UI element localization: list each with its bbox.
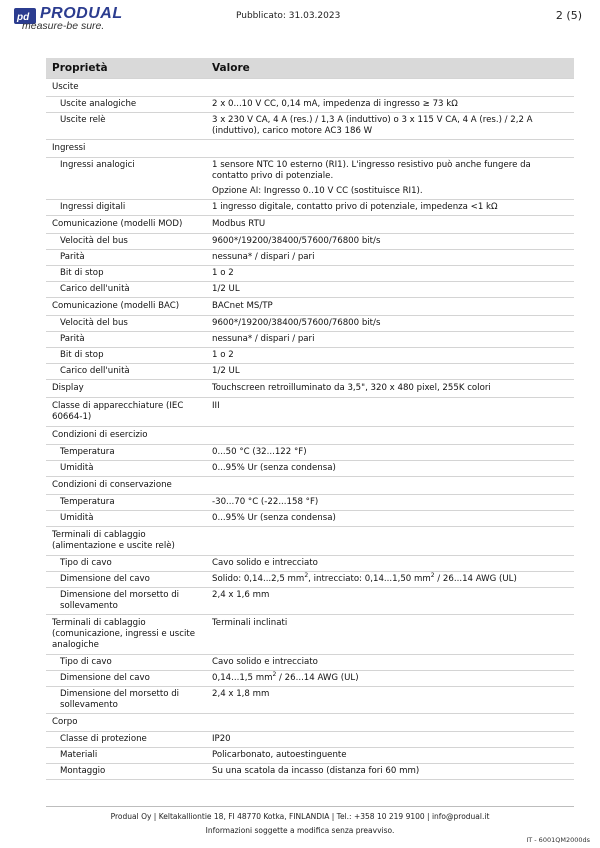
value-text: 0,14...1,5 $mm^2 / 26...14$ AWG (UL) — [212, 671, 359, 683]
value-text: III — [212, 401, 220, 411]
table-row — [46, 427, 574, 445]
property-label: Umidità — [60, 463, 94, 473]
value-text: Terminali inclinati — [212, 618, 288, 628]
property-value — [206, 332, 574, 348]
section-label: Corpo — [52, 717, 78, 727]
property-label: Temperatura — [60, 447, 115, 457]
page-header — [0, 0, 600, 44]
table-row — [46, 266, 574, 282]
property-value — [206, 477, 574, 495]
value-text: 9600*/19200/38400/57600/76800 bit/s — [212, 318, 381, 328]
property-value — [206, 97, 574, 113]
table-header-row — [46, 58, 574, 79]
value-text: 3 x 230 V CA, 4 A (res.) / 1,3 A (induttivo) o 3 x 115 V CA, 4 A (res.) / 2,2 A (induttivo), carico motore AC3 186 W — [212, 115, 533, 136]
table-row — [46, 572, 574, 588]
table-row — [46, 234, 574, 250]
property-value — [206, 764, 574, 780]
value-text: nessuna* / dispari / pari — [212, 334, 315, 344]
property-value — [206, 687, 574, 714]
section-label: Condizioni di conservazione — [52, 480, 172, 490]
value-text: Solido: 0,14...2,5 $mm^2$, intrecciato: 0,14...1,50 $mm^2 / 26...14$ AWG (UL) — [212, 572, 517, 584]
document-code: IT - 6001QM2000ds — [526, 836, 590, 844]
property-label: Umidità — [60, 513, 94, 523]
page-number: 2 (5) — [555, 9, 582, 22]
property-value — [206, 588, 574, 615]
property-value — [206, 556, 574, 572]
table-row — [46, 364, 574, 380]
value-text: Modbus RTU — [212, 219, 266, 229]
property-value — [206, 250, 574, 266]
property-label: Carico dell'unità — [60, 284, 130, 294]
property-value — [206, 158, 574, 200]
property-value — [206, 511, 574, 527]
section-label: Comunicazione (modelli MOD) — [52, 219, 183, 229]
property-value — [206, 572, 574, 588]
property-label: Velocità del bus — [60, 318, 128, 328]
table-row — [46, 250, 574, 266]
property-value — [206, 671, 574, 687]
property-label: Uscite analogiche — [60, 99, 137, 109]
table-body — [46, 79, 574, 780]
property-value — [206, 316, 574, 332]
section-label: Display — [52, 383, 84, 393]
value-text: IP20 — [212, 734, 231, 744]
table-row — [46, 461, 574, 477]
property-value — [206, 445, 574, 461]
property-label: Parità — [60, 334, 85, 344]
section-label: Condizioni di esercizio — [52, 430, 148, 440]
property-label: Montaggio — [60, 766, 106, 776]
property-value — [206, 234, 574, 250]
footer-address: Produal Oy | Keltakalliontie 18, FI 48770 Kotka, FINLANDIA | Tel.: +358 10 219 9100 | info@produal.it — [110, 812, 490, 821]
property-value — [206, 113, 574, 140]
property-value — [206, 398, 574, 427]
property-value — [206, 140, 574, 158]
svg-text:pd: pd — [17, 12, 30, 23]
section-label: Classe di apparecchiature (IEC 60664-1) — [52, 401, 184, 422]
value-text: Cavo solido e intrecciato — [212, 558, 318, 568]
property-value — [206, 266, 574, 282]
table-row — [46, 113, 574, 140]
value-text: Su una scatola da incasso (distanza fori 60 mm) — [212, 766, 420, 776]
footer-notice: Informazioni soggette a modifica senza preavviso. — [205, 826, 395, 835]
properties-table — [46, 58, 574, 780]
value-text: 2,4 x 1,6 mm — [212, 590, 270, 600]
section-label: Terminali di cablaggio (alimentazione e uscite relè) — [52, 530, 175, 551]
table-row — [46, 655, 574, 671]
table-row — [46, 556, 574, 572]
section-label: Comunicazione (modelli BAC) — [52, 301, 180, 311]
column-header-property: Proprietà — [46, 58, 206, 79]
property-value — [206, 461, 574, 477]
value-text: 0...95% Ur (senza condensa) — [212, 513, 336, 523]
value-text: 0...50 °C (32...122 °F) — [212, 447, 307, 457]
property-label: Uscite relè — [60, 115, 106, 125]
table-row — [46, 79, 574, 97]
table-row — [46, 282, 574, 298]
table-row — [46, 764, 574, 780]
table-row — [46, 527, 574, 556]
table-row — [46, 511, 574, 527]
table-row — [46, 97, 574, 113]
section-label: Ingressi — [52, 143, 86, 153]
value-text: 1 o 2 — [212, 268, 234, 278]
value-text: 1 sensore NTC 10 esterno (RI1). L'ingresso resistivo può anche fungere da contatto privo di potenziale. — [212, 160, 531, 181]
table-row — [46, 216, 574, 234]
table-row — [46, 298, 574, 316]
property-label: Bit di stop — [60, 350, 104, 360]
table-row — [46, 687, 574, 714]
table-row — [46, 495, 574, 511]
property-value — [206, 298, 574, 316]
value-text: 1/2 UL — [212, 284, 240, 294]
table-row — [46, 671, 574, 687]
table-row — [46, 615, 574, 655]
property-label: Temperatura — [60, 497, 115, 507]
table-row — [46, 588, 574, 615]
value-text: 9600*/19200/38400/57600/76800 bit/s — [212, 236, 381, 246]
table-row — [46, 445, 574, 461]
value-text: 1/2 UL — [212, 366, 240, 376]
property-value — [206, 216, 574, 234]
table-row — [46, 714, 574, 732]
property-value — [206, 364, 574, 380]
value-text: Opzione AI: Ingresso 0..10 V CC (sostituisce RI1). — [212, 186, 423, 196]
property-label: Bit di stop — [60, 268, 104, 278]
value-text: Cavo solido e intrecciato — [212, 657, 318, 667]
table-row — [46, 748, 574, 764]
table-row — [46, 348, 574, 364]
value-text: BACnet MS/TP — [212, 301, 273, 311]
property-label: Velocità del bus — [60, 236, 128, 246]
published-date: Pubblicato: 31.03.2023 — [236, 11, 341, 21]
property-label: Dimensione del cavo — [60, 574, 150, 584]
table-row — [46, 477, 574, 495]
value-text: 0...95% Ur (senza condensa) — [212, 463, 336, 473]
property-value — [206, 495, 574, 511]
value-text: 1 ingresso digitale, contatto privo di potenziale, impedenza <1 kΩ — [212, 202, 498, 212]
table-row — [46, 158, 574, 200]
section-label: Terminali di cablaggio (comunicazione, ingressi e uscite analogiche — [52, 618, 196, 650]
table-row — [46, 332, 574, 348]
property-value — [206, 655, 574, 671]
brand-slogan: measure-be sure. — [22, 20, 105, 32]
property-value — [206, 714, 574, 732]
column-header-value: Valore — [206, 58, 574, 79]
value-text: Touchscreen retroilluminato da 3,5", 320 x 480 pixel, 255K colori — [212, 383, 491, 393]
property-value — [206, 527, 574, 556]
table-row — [46, 140, 574, 158]
property-label: Carico dell'unità — [60, 366, 130, 376]
property-value — [206, 348, 574, 364]
value-text: Policarbonato, autoestinguente — [212, 750, 347, 760]
property-label: Tipo di cavo — [60, 657, 112, 667]
property-value — [206, 282, 574, 298]
table-row — [46, 732, 574, 748]
table-row — [46, 380, 574, 398]
value-text: 1 o 2 — [212, 350, 234, 360]
property-value — [206, 79, 574, 97]
property-value — [206, 615, 574, 655]
property-label: Dimensione del morsetto di sollevamento — [60, 590, 180, 611]
footer-divider — [46, 806, 574, 807]
property-value — [206, 200, 574, 216]
property-label: Ingressi digitali — [60, 202, 126, 212]
value-text: 2 x 0...10 V CC, 0,14 mA, impedenza di ingresso ≥ 73 kΩ — [212, 99, 458, 109]
brand-name: PRODUAL — [40, 5, 123, 22]
property-label: Parità — [60, 252, 85, 262]
property-value — [206, 427, 574, 445]
table-row — [46, 200, 574, 216]
property-label: Dimensione del cavo — [60, 673, 150, 683]
property-label: Ingressi analogici — [60, 160, 135, 170]
section-label: Uscite — [52, 82, 79, 92]
property-value — [206, 748, 574, 764]
table-row — [46, 316, 574, 332]
table-row — [46, 398, 574, 427]
property-label: Dimensione del morsetto di sollevamento — [60, 689, 180, 710]
value-text: 2,4 x 1,8 mm — [212, 689, 270, 699]
property-label: Tipo di cavo — [60, 558, 112, 568]
value-text: nessuna* / dispari / pari — [212, 252, 315, 262]
property-value — [206, 732, 574, 748]
value-text: -30...70 °C (-22...158 °F) — [212, 497, 319, 507]
property-value — [206, 380, 574, 398]
property-label: Materiali — [60, 750, 98, 760]
property-label: Classe di protezione — [60, 734, 147, 744]
